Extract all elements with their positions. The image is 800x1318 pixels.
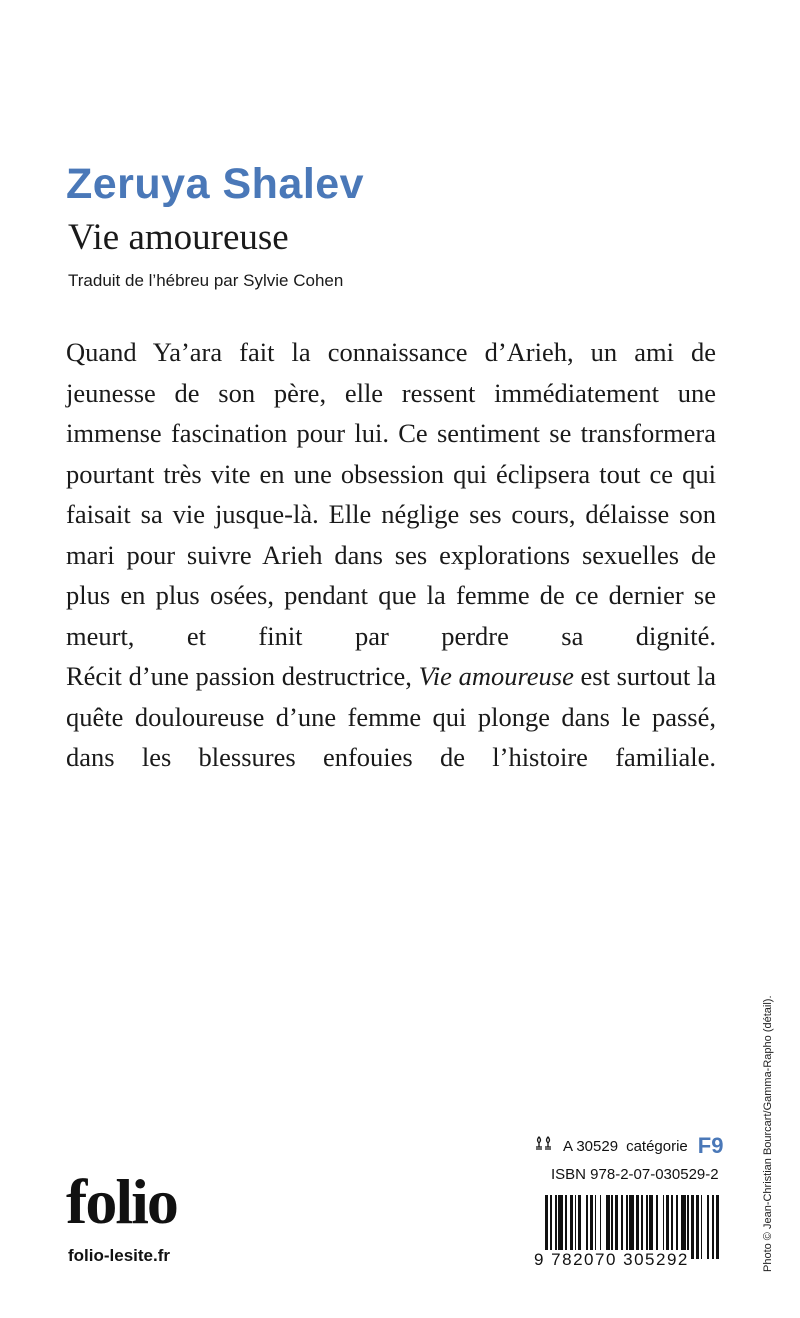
blurb-title-italic: Vie amoureuse: [418, 661, 574, 691]
publisher-website: folio-lesite.fr: [68, 1246, 171, 1265]
blurb: [66, 332, 716, 778]
translator-credit: Traduit de l’hébreu par Sylvie Cohen: [68, 271, 344, 290]
catalog-code: A 30529: [563, 1137, 619, 1155]
author-name: Zeruya Shalev: [66, 160, 365, 208]
gallimard-monogram-icon: [535, 1135, 555, 1158]
isbn: ISBN 978-2-07-030529-2: [551, 1166, 719, 1183]
photo-credit: Photo © Jean-Christian Bourcart/Gamma-Rapho (détail).: [762, 995, 774, 1272]
category-label: catégorie: [626, 1137, 688, 1155]
blurb-paragraph-2-end: est surtout la quête douloureuse d’une femme qui plonge dans le passé, dans les blessures enfouies de l’histoire familiale.: [66, 661, 716, 772]
folio-logo: folio: [66, 1166, 177, 1237]
category-value: F9: [697, 1133, 724, 1158]
catalog-code-row: [535, 1133, 723, 1159]
blurb-paragraph-1: Quand Ya’ara fait la connaissance d’Arieh, un ami de jeunesse de son père, elle ressent immédiatement une immense fascination pour lui. Ce sentiment se transformera pourtant très vite en une obsession qui éclipsera tout ce qui faisait sa vie jusque-là. Elle néglige ses cours, délaisse son mari pour suivre Arieh dans ses explorations sexuelles de plus en plus osées, pendant que la femme de ce dernier se meurt, et finit par perdre sa dignité.: [66, 337, 716, 651]
blurb-paragraph-2-start: Récit d’une passion destructrice,: [66, 661, 419, 691]
barcode-digits: 9 782070 305292: [534, 1250, 689, 1269]
blurb-paragraph-2: [66, 656, 716, 778]
book-title: Vie amoureuse: [68, 217, 289, 258]
